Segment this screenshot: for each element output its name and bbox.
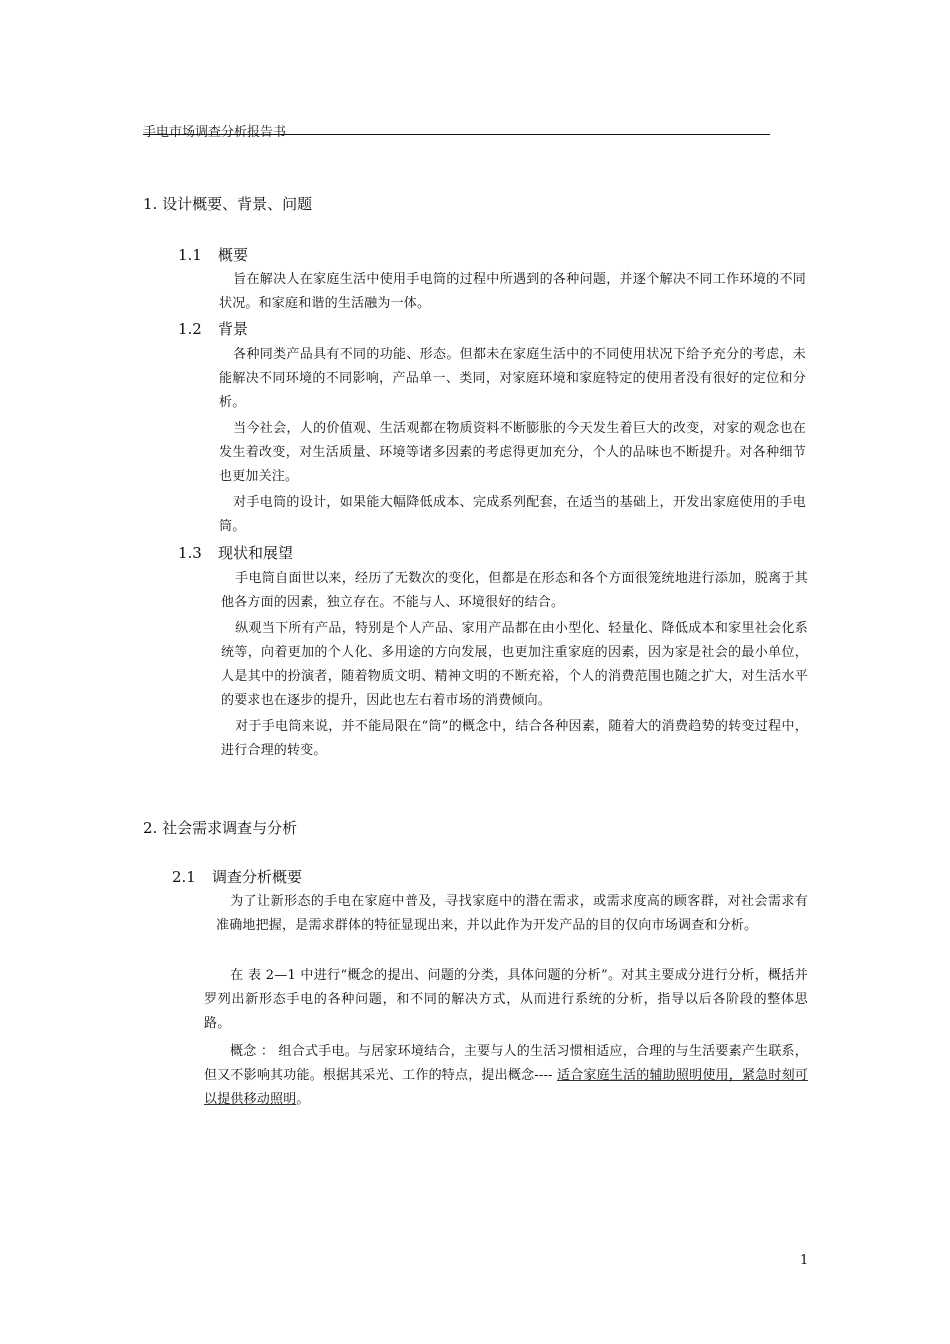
subsection-1-1-heading — [178, 244, 248, 265]
concept-underlined-text: 适合家庭生活的辅助照明使用，紧急时刻可以提供移动照明 — [204, 1068, 808, 1107]
subsection-1-3-heading — [178, 542, 293, 563]
paragraph-2-1-3: 概念 ： 组合式手电。与居家环境结合，主要与人的生活习惯相适应，合理的与生活要素产生联系，但又不影响其功能。根据其采光、工作的特点，提出概念---- 适合家庭生活的辅助照明使用，紧急时刻可以提供移动照明。 — [204, 1044, 808, 1107]
paragraph-1-2-3: 对手电筒的设计，如果能大幅降低成本、完成系列配套，在适当的基础上，开发出家庭使用的手电筒。 — [219, 495, 806, 534]
subsection-title: 概要 — [218, 246, 249, 264]
section-2-heading: 2. 社会需求调查与分析 — [143, 819, 298, 837]
subsection-number: 1.2 — [178, 320, 202, 338]
section-1-heading: 1. 设计概要、背景、问题 — [143, 195, 313, 213]
subsection-1-2-heading — [178, 318, 248, 339]
paragraph-1-3-1: 手电筒自面世以来，经历了无数次的变化，但都是在形态和各个方面很笼统地进行添加，脱离于其他各方面的因素，独立存在。不能与人、环境很好的结合。 — [221, 571, 808, 610]
header-rule — [143, 134, 770, 135]
subsection-number: 1.1 — [178, 246, 202, 264]
subsection-2-1-heading — [172, 866, 302, 887]
paragraph-2-1-1: 为了让新形态的手电在家庭中普及，寻找家庭中的潜在需求，或需求度高的顾客群，对社会需求有准确地把握，是需求群体的特征显现出来，并以此作为开发产品的目的仅向市场调查和分析。 — [216, 894, 808, 933]
paragraph-1-2-2: 当今社会，人的价值观、生活观都在物质资料不断膨胀的今天发生着巨大的改变，对家的观念也在发生着改变，对生活质量、环境等诸多因素的考虑得更加充分，个人的品味也不断提升。对各种细节也更加关注。 — [219, 421, 806, 484]
page-number: 1 — [800, 1253, 809, 1268]
subsection-title: 调查分析概要 — [212, 868, 303, 886]
subsection-number: 1.3 — [178, 544, 202, 562]
subsection-number: 2.1 — [172, 868, 196, 886]
subsection-title: 背景 — [218, 320, 249, 338]
paragraph-1-3-3: 对于手电筒来说，并不能局限在“筒”的概念中，结合各种因素，随着大的消费趋势的转变过程中，进行合理的转变。 — [221, 719, 808, 758]
paragraph-2-1-2: 在 表 2—1 中进行“概念的提出、问题的分类，具体问题的分析”。对其主要成分进行分析，概括并罗列出新形态手电的各种问题，和不同的解决方式，从而进行系统的分析，指导以后各阶段的整体思路。 — [204, 968, 808, 1031]
subsection-title: 现状和展望 — [218, 544, 294, 562]
paragraph-1-1-1: 旨在解决人在家庭生活中使用手电筒的过程中所遇到的各种问题，并逐个解决不同工作环境的不同状况。和家庭和谐的生活融为一体。 — [219, 272, 806, 311]
running-header-title: 手电市场调查分析报告书 — [143, 125, 287, 140]
paragraph-1-2-1: 各种同类产品具有不同的功能、形态。但都未在家庭生活中的不同使用状况下给予充分的考虑，未能解决不同环境的不同影响，产品单一、类同，对家庭环境和家庭特定的使用者没有很好的定位和分析。 — [219, 347, 806, 410]
paragraph-1-3-2: 纵观当下所有产品，特别是个人产品、家用产品都在由小型化、轻量化、降低成本和家里社会化系统等，向着更加的个人化、多用途的方向发展，也更加注重家庭的因素，因为家是社会的最小单位，人是其中的扮演者，随着物质文明、精神文明的不断充裕，个人的消费范围也随之扩大，对生活水平的要求也在逐步的提升，因此也左右着市场的消费倾向。 — [221, 621, 808, 708]
